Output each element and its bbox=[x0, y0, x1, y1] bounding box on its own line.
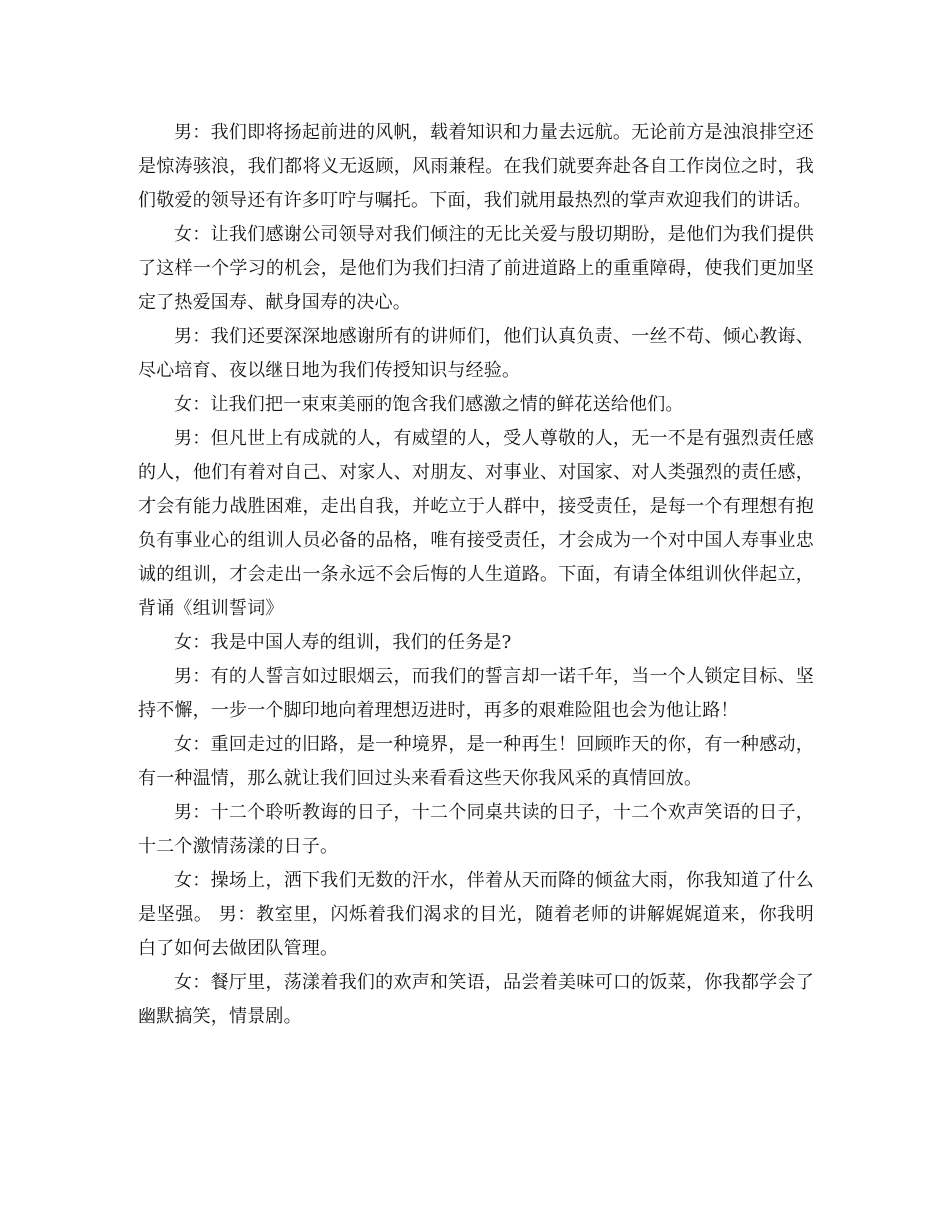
dialogue-paragraph: 男：有的人誓言如过眼烟云，而我们的誓言却一诺千年，当一个人锁定目标、坚持不懈，一步一个脚印地向着理想迈进时，再多的艰难险阻也会为他让路！ bbox=[138, 666, 814, 721]
dialogue-paragraph: 女：餐厅里，荡漾着我们的欢声和笑语，品尝着美味可口的饭菜，你我都学会了幽默搞笑，情景剧。 bbox=[138, 972, 814, 1027]
dialogue-paragraph: 男：但凡世上有成就的人，有威望的人，受人尊敬的人，无一不是有强烈责任感的人，他们有着对自己、对家人、对朋友、对事业、对国家、对人类强烈的责任感，才会有能力战胜困难，走出自我，并屹立于人群中，接受责任，是每一个有理想有抱负有事业心的组训人员必备的品格，唯有接受责任，才会成为一个对中国人寿事业忠诚的组训，才会走出一条永远不会后悔的人生道路。下面，有请全体组训伙伴起立，背诵《组训誓词》 bbox=[138, 428, 814, 619]
dialogue-paragraph: 男：我们即将扬起前进的风帆，载着知识和力量去远航。无论前方是浊浪排空还是惊涛骇浪，我们都将义无返顾，风雨兼程。在我们就要奔赴各自工作岗位之时，我们敬爱的领导还有许多叮咛与嘱托。下面，我们就用最热烈的掌声欢迎我们的讲话。 bbox=[138, 122, 814, 211]
dialogue-paragraph: 女：让我们把一束束美丽的饱含我们感激之情的鲜花送给他们。 bbox=[174, 394, 684, 415]
dialogue-paragraph: 女：操场上，洒下我们无数的汗水，伴着从天而降的倾盆大雨，你我知道了什么是坚强。 男：教室里，闪烁着我们渴求的目光，随着老师的讲解娓娓道来，你我明白了如何去做团队管理。 bbox=[138, 870, 814, 959]
dialogue-paragraph: 女：让我们感谢公司领导对我们倾注的无比关爱与殷切期盼，是他们为我们提供了这样一个学习的机会，是他们为我们扫清了前进道路上的重重障碍，使我们更加坚定了热爱国寿、献身国寿的决心。 bbox=[138, 224, 814, 313]
dialogue-paragraph: 女：我是中国人寿的组训，我们的任务是? bbox=[174, 632, 512, 653]
document-page bbox=[138, 116, 814, 1034]
dialogue-paragraph: 男：十二个聆听教诲的日子，十二个同桌共读的日子，十二个欢声笑语的日子，十二个激情荡漾的日子。 bbox=[138, 802, 814, 857]
dialogue-paragraph: 女：重回走过的旧路，是一种境界，是一种再生！回顾昨天的你，有一种感动，有一种温情，那么就让我们回过头来看看这些天你我风采的真情回放。 bbox=[138, 734, 814, 789]
dialogue-paragraph: 男：我们还要深深地感谢所有的讲师们，他们认真负责、一丝不苟、倾心教诲、尽心培育、夜以继日地为我们传授知识与经验。 bbox=[138, 326, 814, 381]
